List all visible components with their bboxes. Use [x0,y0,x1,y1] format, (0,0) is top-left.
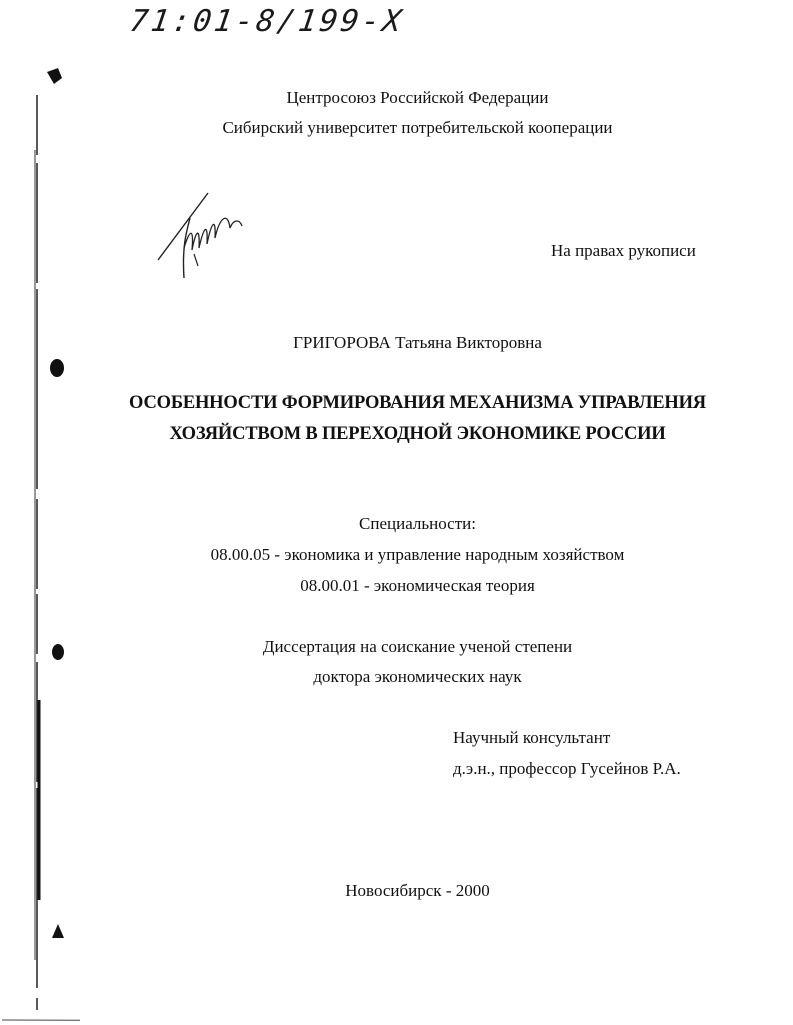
consultant-name: д.э.н., профессор Гусейнов Р.А. [453,759,681,778]
org-name: Центросоюз Российской Федерации [286,88,549,107]
specialty-item: 08.00.05 - экономика и управление народным хозяйством [210,545,625,564]
signature-image [150,188,260,288]
specialties-heading: Специальности: [359,514,476,533]
city-year: Новосибирск - 2000 [345,881,490,900]
archive-number: 71:01-8/199-X [127,4,407,39]
specialty-item: 08.00.01 - экономическая теория [300,576,535,595]
scan-edge-artifacts [0,0,80,1025]
thesis-title-line2: ХОЗЯЙСТВОМ В ПЕРЕХОДНОЙ ЭКОНОМИКЕ РОССИИ [169,424,666,444]
author-name: ГРИГОРОВА Татьяна Викторовна [293,333,542,352]
consultant-label: Научный консультант [453,728,611,747]
thesis-title-line1: ОСОБЕННОСТИ ФОРМИРОВАНИЯ МЕХАНИЗМА УПРАВЛЕНИЯ [129,393,706,413]
degree-line1: Диссертация на соискание ученой степени [262,637,573,656]
university-name: Сибирский университет потребительской кооперации [222,118,613,137]
degree-line2: доктора экономических наук [313,667,522,686]
rights-label: На правах рукописи [551,241,696,260]
